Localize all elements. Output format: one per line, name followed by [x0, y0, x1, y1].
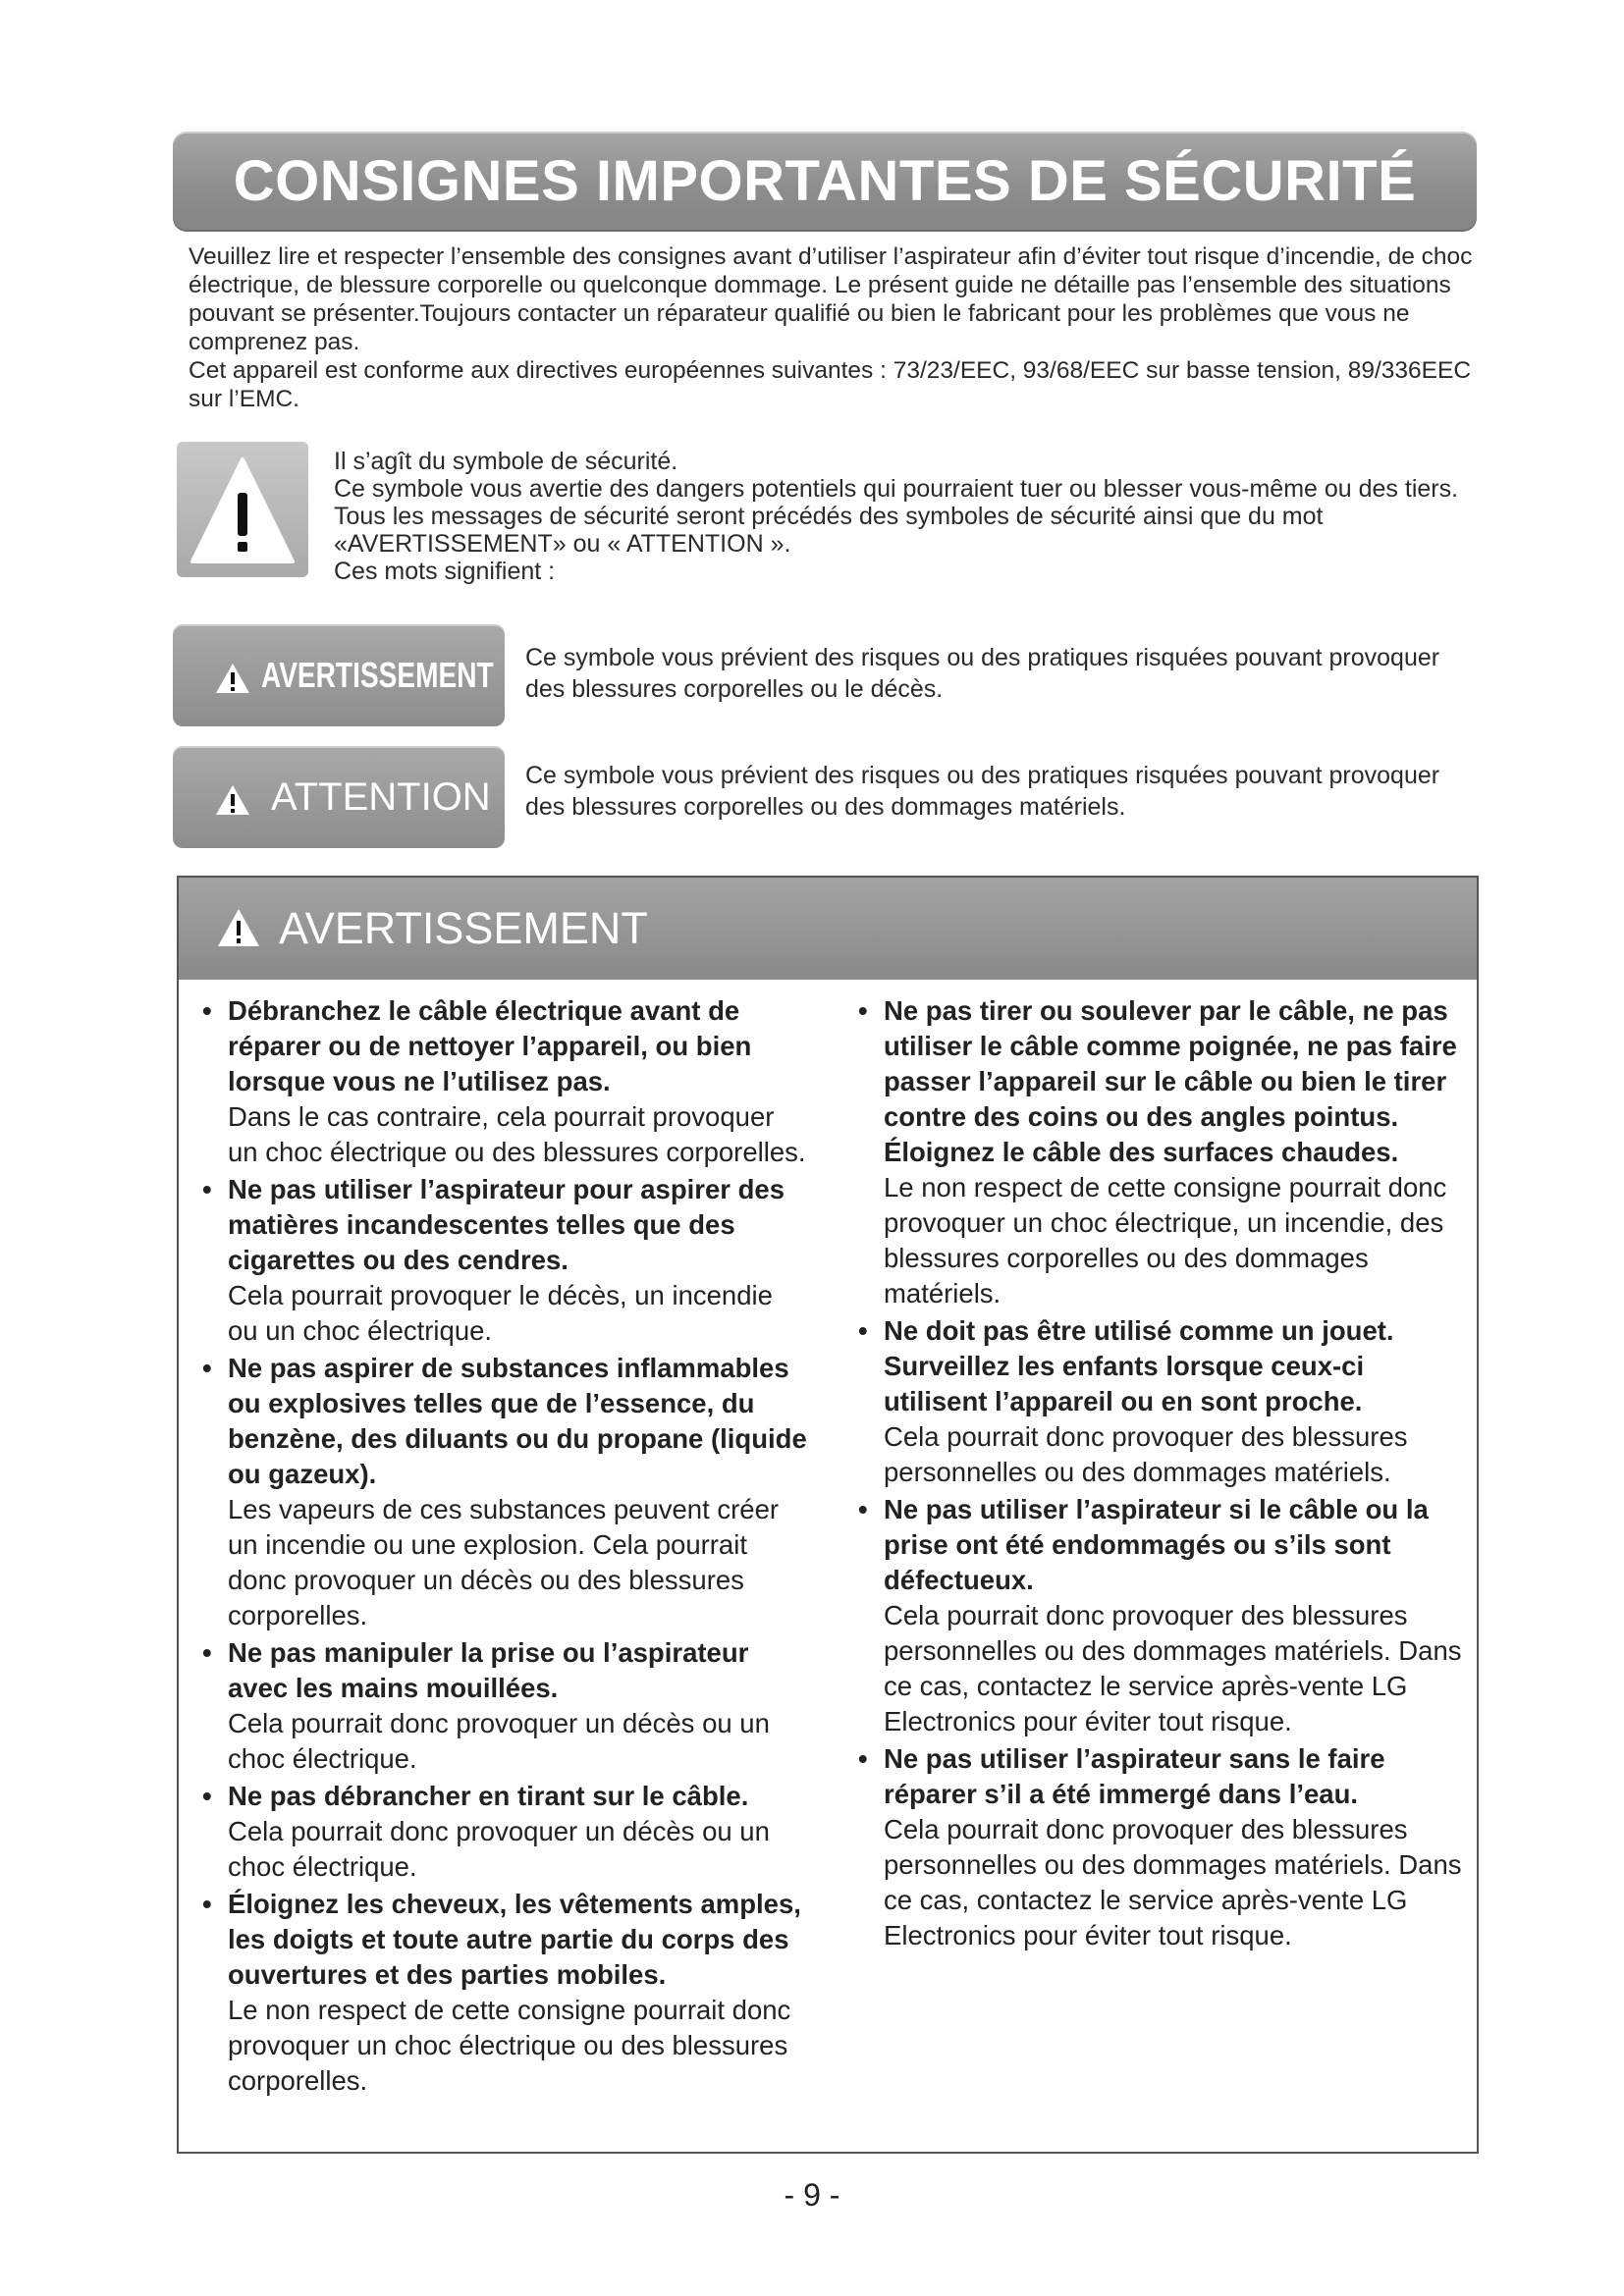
warning-consequence: Cela pourrait donc provoquer des blessures personnelles ou des dommages matériels. Dans ce cas, contactez le service après-vente LG Electronics pour éviter tout risque.	[884, 1600, 1462, 1736]
bullet: •	[858, 1743, 868, 1774]
page-title: CONSIGNES IMPORTANTES DE SÉCURITÉ	[173, 132, 1477, 232]
bullet: •	[858, 1315, 868, 1346]
list-item	[200, 1635, 809, 1777]
warning-column-right	[856, 993, 1465, 1955]
bullet: •	[202, 1637, 212, 1668]
warning-instruction: Débranchez le câble électrique avant de réparer ou de nettoyer l’appareil, ou bien lorsque vous ne l’utilisez pas.	[228, 995, 752, 1096]
warning-consequence: Le non respect de cette consigne pourrait donc provoquer un choc électrique ou des blessures corporelles.	[228, 1995, 791, 2096]
bullet: •	[202, 1889, 212, 1919]
symbol-line: Tous les messages de sécurité seront précédés des symboles de sécurité ainsi que du mot «AVERTISSEMENT» ou « ATTENTION ».	[334, 503, 1324, 558]
warning-consequence: Les vapeurs de ces substances peuvent créer un incendie ou une explosion. Cela pourrait donc provoquer un décès ou des blessures corporelles.	[228, 1494, 780, 1630]
warning-consequence: Cela pourrait donc provoquer un décès ou un choc électrique.	[228, 1816, 770, 1882]
warning-triangle-icon	[214, 662, 251, 695]
warning-instruction: Ne pas utiliser l’aspirateur si le câble ou la prise ont été endommagés ou s’ils sont défectueux.	[884, 1494, 1429, 1595]
intro-text	[189, 242, 1475, 413]
bullet: •	[202, 995, 212, 1026]
list-item	[200, 1351, 809, 1633]
warning-column-left	[200, 993, 809, 2101]
caution-description-text: Ce symbole vous prévient des risques ou des pratiques risquées pouvant provoquer des blessures corporelles ou des dommages matériels.	[525, 762, 1440, 821]
bullet: •	[202, 1781, 212, 1811]
list-item	[856, 1313, 1465, 1490]
caution-level-description	[525, 760, 1478, 823]
warning-description-text: Ce symbole vous prévient des risques ou des pratiques risquées pouvant provoquer des blessures corporelles ou le décès.	[525, 644, 1440, 703]
list-item	[200, 1887, 809, 2099]
warning-consequence: Cela pourrait donc provoquer des blessures personnelles ou des dommages matériels.	[884, 1421, 1408, 1487]
warning-instruction: Ne pas utiliser l’aspirateur pour aspirer des matières incandescentes telles que des cigarettes ou des cendres.	[228, 1174, 785, 1275]
caution-level-label: ATTENTION	[271, 775, 491, 819]
page-number: - 9 -	[784, 2177, 840, 2213]
warning-section-header	[179, 878, 1477, 980]
list-item	[200, 1779, 809, 1885]
warning-triangle-icon	[216, 907, 261, 948]
safety-symbol-explanation	[334, 448, 1483, 585]
list-item	[856, 993, 1465, 1311]
warning-triangle-icon	[214, 783, 251, 817]
bullet: •	[202, 1174, 212, 1204]
warning-consequence: Dans le cas contraire, cela pourrait provoquer un choc électrique ou des blessures corporelles.	[228, 1101, 806, 1167]
warning-level-description	[525, 642, 1478, 705]
warning-section	[177, 876, 1479, 2154]
warning-instruction: Éloignez les cheveux, les vêtements amples, les doigts et toute autre partie du corps des ouvertures et des parties mobiles.	[228, 1889, 801, 1990]
warning-triangle-icon	[177, 442, 308, 577]
list-item	[200, 1172, 809, 1349]
warning-level-badge	[173, 624, 505, 726]
warning-consequence: Cela pourrait donc provoquer des blessures personnelles ou des dommages matériels. Dans ce cas, contactez le service après-vente LG Electronics pour éviter tout risque.	[884, 1814, 1462, 1950]
bullet: •	[858, 995, 868, 1026]
warning-section-title: AVERTISSEMENT	[279, 903, 648, 953]
bullet: •	[858, 1494, 868, 1524]
warning-instruction: Ne pas aspirer de substances inflammables ou explosives telles que de l’essence, du benzène, des diluants ou du propane (liquide ou gazeux).	[228, 1353, 807, 1489]
list-item	[856, 1492, 1465, 1739]
warning-consequence: Cela pourrait provoquer le décès, un incendie ou un choc électrique.	[228, 1280, 773, 1346]
intro-paragraph-directives: Cet appareil est conforme aux directives européennes suivantes : 73/23/EEC, 93/68/EEC sur basse tension, 89/336EEC sur l’EMC.	[189, 357, 1472, 412]
symbol-line: Ce symbole vous avertie des dangers potentiels qui pourraient tuer ou blesser vous-même ou des tiers.	[334, 475, 1459, 503]
warning-consequence: Cela pourrait donc provoquer un décès ou un choc électrique.	[228, 1708, 770, 1774]
warning-consequence: Le non respect de cette consigne pourrait donc provoquer un choc électrique, un incendie, des blessures corporelles ou des dommages matériels.	[884, 1172, 1447, 1308]
warning-level-label: AVERTISSEMENT	[261, 655, 494, 695]
warning-instruction: Ne pas tirer ou soulever par le câble, ne pas utiliser le câble comme poignée, ne pas faire passer l’appareil sur le câble ou bien le tirer contre des coins ou des angles pointus. Éloignez le câble des surfaces chaudes.	[884, 995, 1457, 1167]
bullet: •	[202, 1353, 212, 1383]
warning-instruction: Ne pas débrancher en tirant sur le câble.	[228, 1781, 749, 1811]
safety-symbol-box	[177, 442, 308, 577]
list-item	[856, 1741, 1465, 1953]
intro-paragraph: Veuillez lire et respecter l’ensemble des consignes avant d’utiliser l’aspirateur afin d’éviter tout risque d’incendie, de choc électrique, de blessure corporelle ou quelconque dommage. Le présent guide ne détaille pas l’ensemble des situations pouvant se présenter.Toujours contacter un réparateur qualifié ou bien le fabricant pour les problèmes que vous ne comprenez pas.	[189, 243, 1473, 355]
warning-instruction: Ne doit pas être utilisé comme un jouet. Surveillez les enfants lorsque ceux-ci utilisent l’appareil ou en sont proche.	[884, 1315, 1394, 1416]
warning-instruction: Ne pas utiliser l’aspirateur sans le faire réparer s’il a été immergé dans l’eau.	[884, 1743, 1385, 1809]
list-item	[200, 993, 809, 1170]
symbol-line: Ces mots signifient :	[334, 558, 556, 585]
warning-instruction: Ne pas manipuler la prise ou l’aspirateur avec les mains mouillées.	[228, 1637, 749, 1703]
caution-level-badge	[173, 746, 505, 848]
symbol-line: Il s’agît du symbole de sécurité.	[334, 448, 678, 475]
